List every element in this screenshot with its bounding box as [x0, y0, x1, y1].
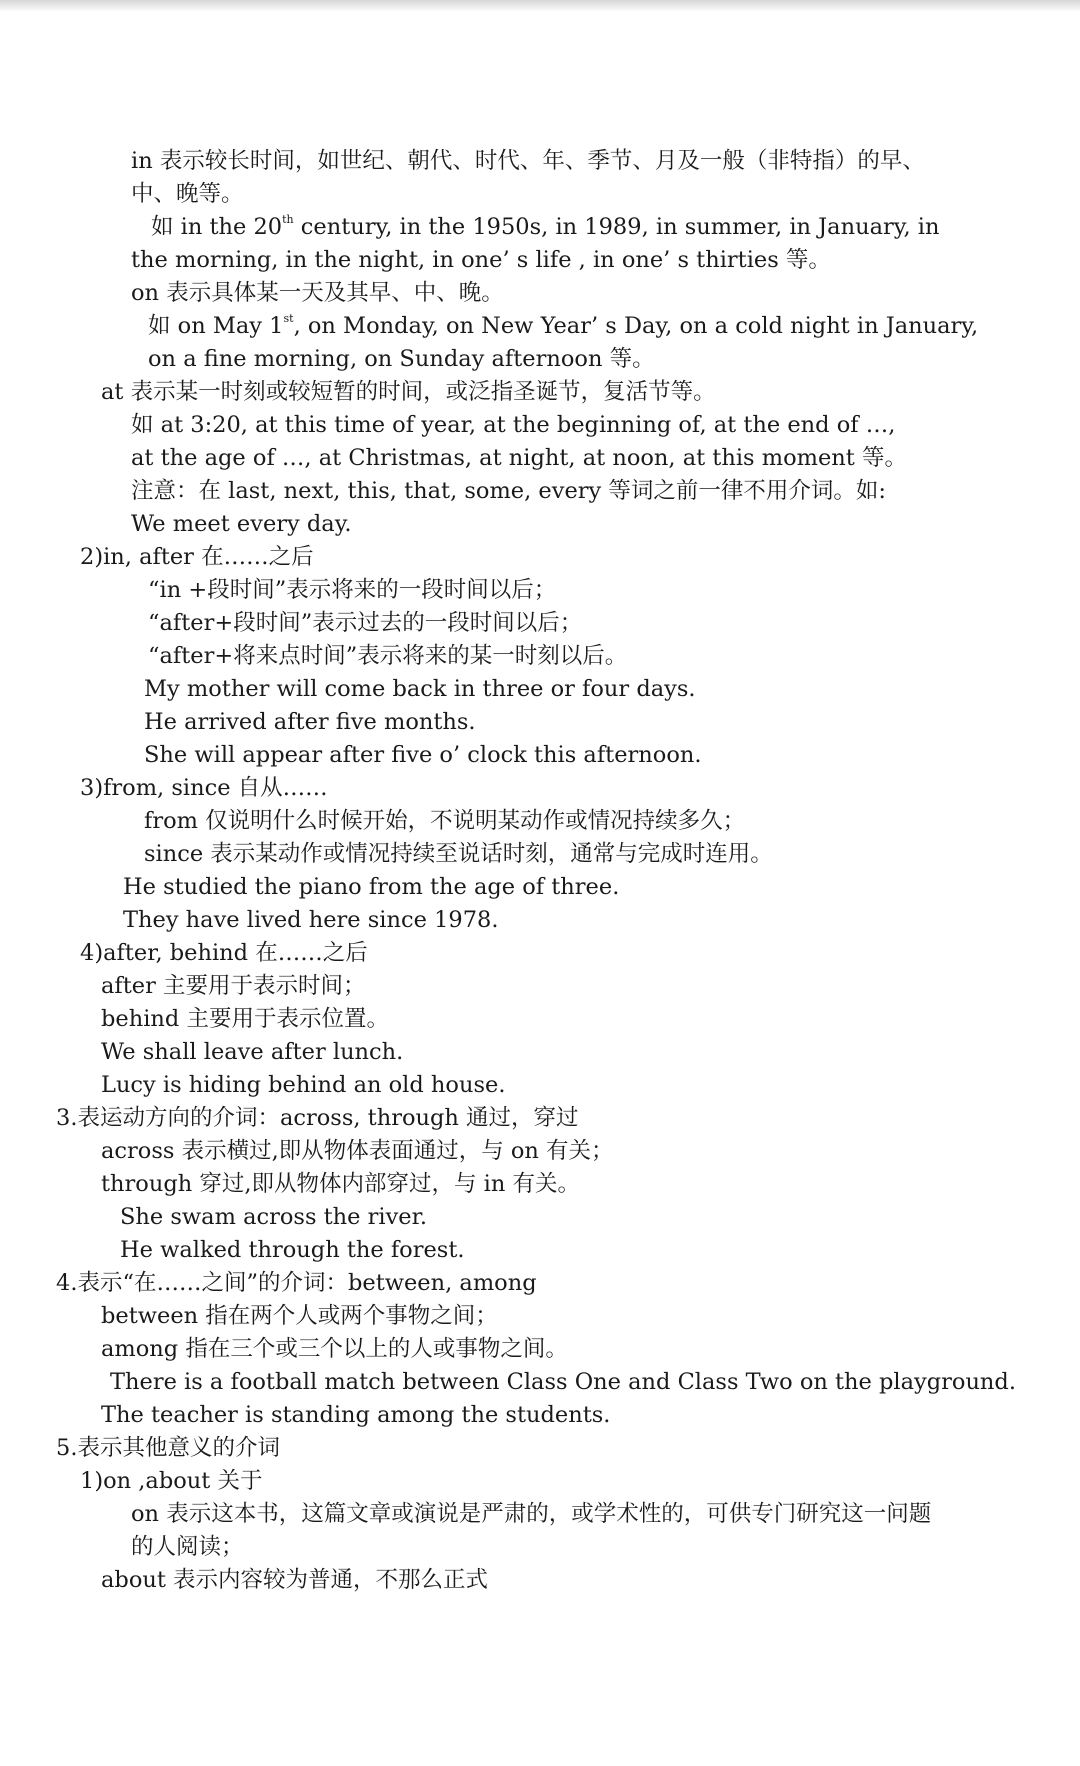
section-heading: 1)on ,about 关于 [80, 1468, 263, 1494]
text-line: among 指在三个或三个以上的人或事物之间。 [101, 1336, 568, 1362]
section-heading: 5.表示其他意义的介词 [56, 1435, 280, 1461]
text-line: after 主要用于表示时间； [101, 973, 366, 999]
text-line-with-superscript [151, 212, 940, 242]
text-line: since 表示某动作或情况持续至说话时刻，通常与完成时连用。 [144, 841, 773, 867]
text-line: across 表示横过,即从物体表面通过，与 on 有关； [101, 1138, 614, 1164]
example-sentence: He arrived after five months. [144, 709, 476, 735]
example-sentence: There is a football match between Class One and Class Two on the playground. [110, 1369, 1016, 1395]
superscript: st [283, 311, 294, 325]
text-line: on 表示具体某一天及其早、中、晚。 [131, 280, 504, 306]
text-line: at 表示某一时刻或较短暂的时间，或泛指圣诞节，复活节等。 [101, 379, 716, 405]
section-heading: 4)after, behind 在……之后 [80, 940, 368, 966]
text-line: from 仅说明什么时候开始，不说明某动作或情况持续多久； [144, 808, 746, 834]
text-line: 如 at 3:20, at this time of year, at the beginning of, at the end of …, [131, 412, 896, 438]
text-line: on 表示这本书，这篇文章或演说是严肃的，或学术性的，可供专门研究这一问题 [131, 1501, 932, 1527]
text-line-with-superscript [148, 311, 979, 341]
text-line: “in +段时间”表示将来的一段时间以后； [148, 577, 557, 603]
example-sentence: Lucy is hiding behind an old house. [101, 1072, 506, 1098]
text-line: behind 主要用于表示位置。 [101, 1006, 389, 1032]
text-line: 中、晚等。 [131, 181, 244, 207]
section-heading: 2)in, after 在……之后 [80, 544, 314, 570]
section-heading: 3)from, since 自从…… [80, 775, 328, 801]
example-sentence: He studied the piano from the age of three. [123, 874, 620, 900]
section-heading: 4.表示“在……之间”的介词：between, among [56, 1270, 537, 1296]
text-line: “after+将来点时间”表示将来的某一时刻以后。 [148, 643, 628, 669]
text-segment: , on Monday, on New Year’ s Day, on a cold night in January, [293, 313, 979, 339]
text-line: “after+段时间”表示过去的一段时间以后； [148, 610, 583, 636]
section-heading: 3.表运动方向的介词：across, through 通过，穿过 [56, 1105, 579, 1131]
text-line: in 表示较长时间，如世纪、朝代、时代、年、季节、月及一般（非特指）的早、 [131, 148, 925, 174]
superscript: th [282, 212, 294, 226]
example-sentence: He walked through the forest. [120, 1237, 465, 1263]
top-shadow-bar [0, 0, 1080, 12]
text-line: at the age of …, at Christmas, at night, at noon, at this moment 等。 [131, 445, 907, 471]
text-segment: 如 on May 1 [148, 313, 284, 339]
text-line: between 指在两个人或两个事物之间； [101, 1303, 498, 1329]
text-line: about 表示内容较为普通，不那么正式 [101, 1567, 489, 1593]
example-sentence: She will appear after five o’ clock this afternoon. [144, 742, 702, 768]
example-sentence: The teacher is standing among the students. [101, 1402, 611, 1428]
text-segment: 如 in the 20 [151, 214, 283, 240]
example-sentence: My mother will come back in three or four days. [144, 676, 696, 702]
text-line: the morning, in the night, in one’ s life , in one’ s thirties 等。 [131, 247, 831, 273]
example-sentence: She swam across the river. [120, 1204, 428, 1230]
text-line: 注意：在 last, next, this, that, some, every 等词之前一律不用介词。如: [131, 478, 886, 504]
text-line: through 穿过,即从物体内部穿过，与 in 有关。 [101, 1171, 581, 1197]
example-sentence: We shall leave after lunch. [101, 1039, 404, 1065]
example-sentence: They have lived here since 1978. [123, 907, 499, 933]
text-line: on a fine morning, on Sunday afternoon 等。 [148, 346, 655, 372]
text-segment: century, in the 1950s, in 1989, in summer, in January, in [293, 214, 940, 240]
text-line: We meet every day. [131, 511, 352, 537]
text-line: 的人阅读； [131, 1534, 244, 1560]
